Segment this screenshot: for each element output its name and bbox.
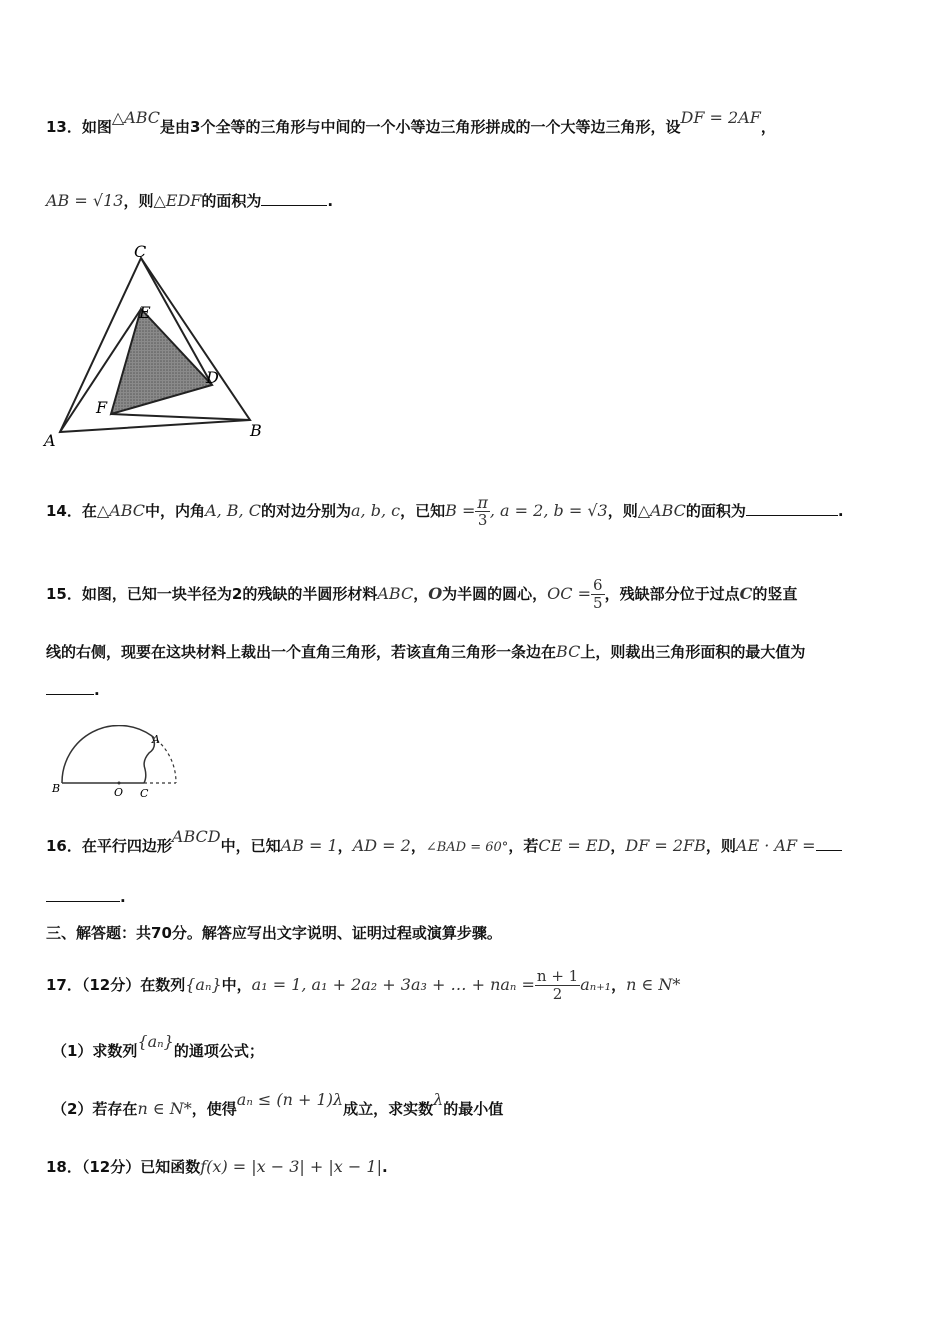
segment-bf (111, 414, 250, 420)
q18-line (46, 1156, 910, 1177)
q16-text: ，若 (508, 837, 539, 855)
q15-number: 15． (46, 585, 82, 603)
label-o: O (114, 786, 124, 799)
q17-p1-text: 的通项公式； (173, 1042, 264, 1060)
q14-text: 中，内角 (145, 502, 206, 520)
semicircle-arc (62, 725, 152, 783)
q14-math-values: , a = 2, b = √3 (489, 501, 608, 520)
q13-text: 是由3个全等的三角形与中间的一个小等边三角形拼成的一个大等边三角形，设 (160, 118, 681, 136)
q17-math-sum: a₁ = 1, a₁ + 2a₂ + 3a₃ + … + naₙ = (251, 975, 535, 994)
q13-math-df: DF = 2AF (680, 108, 761, 127)
q17-p1-math: {aₙ} (137, 1032, 174, 1051)
q17-frac-den: 2 (552, 985, 563, 1003)
q14-math-triangle: △ABC (96, 501, 146, 520)
q16-answer-blank-1[interactable] (816, 836, 842, 851)
q14-math-angles: A, B, C (205, 501, 261, 520)
q16-math-ce: CE = ED (538, 836, 611, 855)
q17-math-seq: {aₙ} (185, 975, 222, 994)
q15-math-bc: BC (556, 642, 581, 661)
q14-number: 14． (46, 502, 82, 520)
q15-answer-blank[interactable] (46, 680, 94, 695)
q15-frac-den: 5 (593, 594, 603, 612)
q18-number: 18． (46, 1158, 82, 1176)
q13-text: 如图 (81, 118, 112, 136)
q13-figure (40, 240, 270, 450)
q15-frac-num: 6 (593, 576, 603, 594)
center-point (118, 782, 121, 785)
q17-p2-math-lambda: λ (433, 1090, 444, 1109)
q15-math-oc: OC = (547, 584, 592, 603)
q16-text: ， (337, 837, 353, 855)
q13-text: 的面积为 (201, 192, 262, 210)
q13-end: . (327, 192, 334, 210)
q18-end: . (381, 1158, 388, 1176)
q17-p2-text: ，使得 (191, 1100, 237, 1118)
q16-math-dot: AE · AF = (735, 836, 816, 855)
label-a: A (152, 733, 160, 746)
inner-triangle-shaded (111, 309, 212, 414)
q17-line (46, 968, 910, 1003)
label-c: C (140, 787, 149, 800)
q16-text: 中，已知 (220, 837, 281, 855)
q14-answer-blank[interactable] (746, 501, 838, 516)
q14-math-b: B = (445, 501, 476, 520)
q17-text: ， (611, 976, 627, 994)
q16-math-ab: AB = 1 (280, 836, 338, 855)
q15-text: 上，则裁出三角形面积的最大值为 (580, 643, 806, 661)
q17-p2-math-ineq: aₙ ≤ (n + 1)λ (236, 1090, 344, 1109)
q13-number: 13． (46, 118, 82, 136)
label-d: D (206, 368, 219, 387)
q16-text: ， (610, 837, 626, 855)
q17-text: （12分）在数列 (81, 976, 186, 994)
q17-p2-text: 的最小值 (443, 1100, 504, 1118)
q13-text: ， (760, 118, 776, 136)
q15-line2 (46, 641, 910, 662)
q15-math-o: O (428, 584, 443, 603)
q14-text: 的对边分别为 (260, 502, 351, 520)
q14-text: ，则 (607, 502, 638, 520)
q15-text: 线的右侧，现要在这块材料上裁出一个直角三角形，若该直角三角形一条边在 (46, 643, 557, 661)
q14-fraction (475, 494, 490, 529)
q15-figure (46, 725, 196, 800)
q17-p1-text: （1）求数列 (52, 1042, 138, 1060)
q17-part2 (52, 1090, 910, 1119)
q14-text: ，已知 (400, 502, 446, 520)
q15-text: 的竖直 (752, 585, 798, 603)
q16-line2 (46, 887, 910, 906)
section-heading: 三、解答题：共70分。解答应写出文字说明、证明过程或演算步骤。 (46, 924, 502, 942)
label-a: A (44, 431, 56, 450)
q15-math-abc: ABC (377, 584, 414, 603)
q18-text: （12分）已知函数 (81, 1158, 201, 1176)
q15-text: ，残缺部分位于过点 (604, 585, 740, 603)
q14-frac-num: π (477, 493, 488, 512)
q15-text: ， (413, 585, 429, 603)
q13-math-triangle: △ABC (111, 108, 161, 127)
q14-end: . (837, 502, 844, 520)
q17-p2-text: （2）若存在 (52, 1100, 138, 1118)
q17-number: 17． (46, 976, 82, 994)
label-b: B (250, 421, 262, 440)
q14-text: 在 (81, 502, 97, 520)
q17-p2-math-n: n ∈ N* (137, 1099, 192, 1118)
q14-text: 的面积为 (685, 502, 746, 520)
q16-math-ad: AD = 2 (352, 836, 411, 855)
q13-text: ，则 (123, 192, 154, 210)
q13-answer-blank[interactable] (261, 191, 327, 206)
q17-fraction (535, 968, 580, 1003)
q16-math-abcd: ABCD (171, 827, 221, 846)
q16-text: ，则 (705, 837, 736, 855)
q13-math-ab: AB = √13 (46, 191, 124, 210)
q16-math-angle: ∠BAD = 60° (425, 840, 509, 855)
label-e: E (139, 303, 151, 322)
q15-fraction (591, 577, 605, 612)
q16-end: . (120, 888, 126, 906)
q15-text: 为半圆的圆心， (442, 585, 548, 603)
q17-frac-num: n + 1 (536, 967, 579, 985)
q13-line1 (46, 108, 910, 137)
q16-number: 16． (46, 837, 82, 855)
label-c: C (134, 242, 147, 261)
q15-line3 (46, 680, 910, 699)
q14-line (46, 494, 910, 529)
q13-line2 (46, 190, 910, 211)
q14-frac-den: 3 (477, 511, 488, 529)
q16-answer-blank-2[interactable] (46, 887, 120, 902)
label-f: F (96, 398, 108, 417)
q16-text: ， (410, 837, 426, 855)
q15-line1 (46, 577, 910, 612)
q17-p2-text: 成立，求实数 (343, 1100, 434, 1118)
q14-math-sides: a, b, c (350, 501, 401, 520)
q17-text: 中， (221, 976, 252, 994)
q15-math-c: C (739, 584, 753, 603)
q15-end: . (94, 681, 100, 699)
q16-math-df: DF = 2FB (625, 836, 706, 855)
q13-math-edf: △EDF (153, 191, 202, 210)
q15-text: 如图，已知一块半径为2的残缺的半圆形材料 (81, 585, 378, 603)
q17-math-n: n ∈ N* (626, 975, 681, 994)
q18-math-function: f(x) = |x − 3| + |x − 1| (200, 1157, 382, 1176)
q14-math-triangle2: △ABC (637, 501, 686, 520)
label-b: B (52, 782, 61, 795)
q16-text: 在平行四边形 (81, 837, 172, 855)
q17-math-next: aₙ₊₁ (580, 975, 612, 994)
q16-line1 (46, 827, 910, 856)
q17-part1 (52, 1032, 910, 1061)
